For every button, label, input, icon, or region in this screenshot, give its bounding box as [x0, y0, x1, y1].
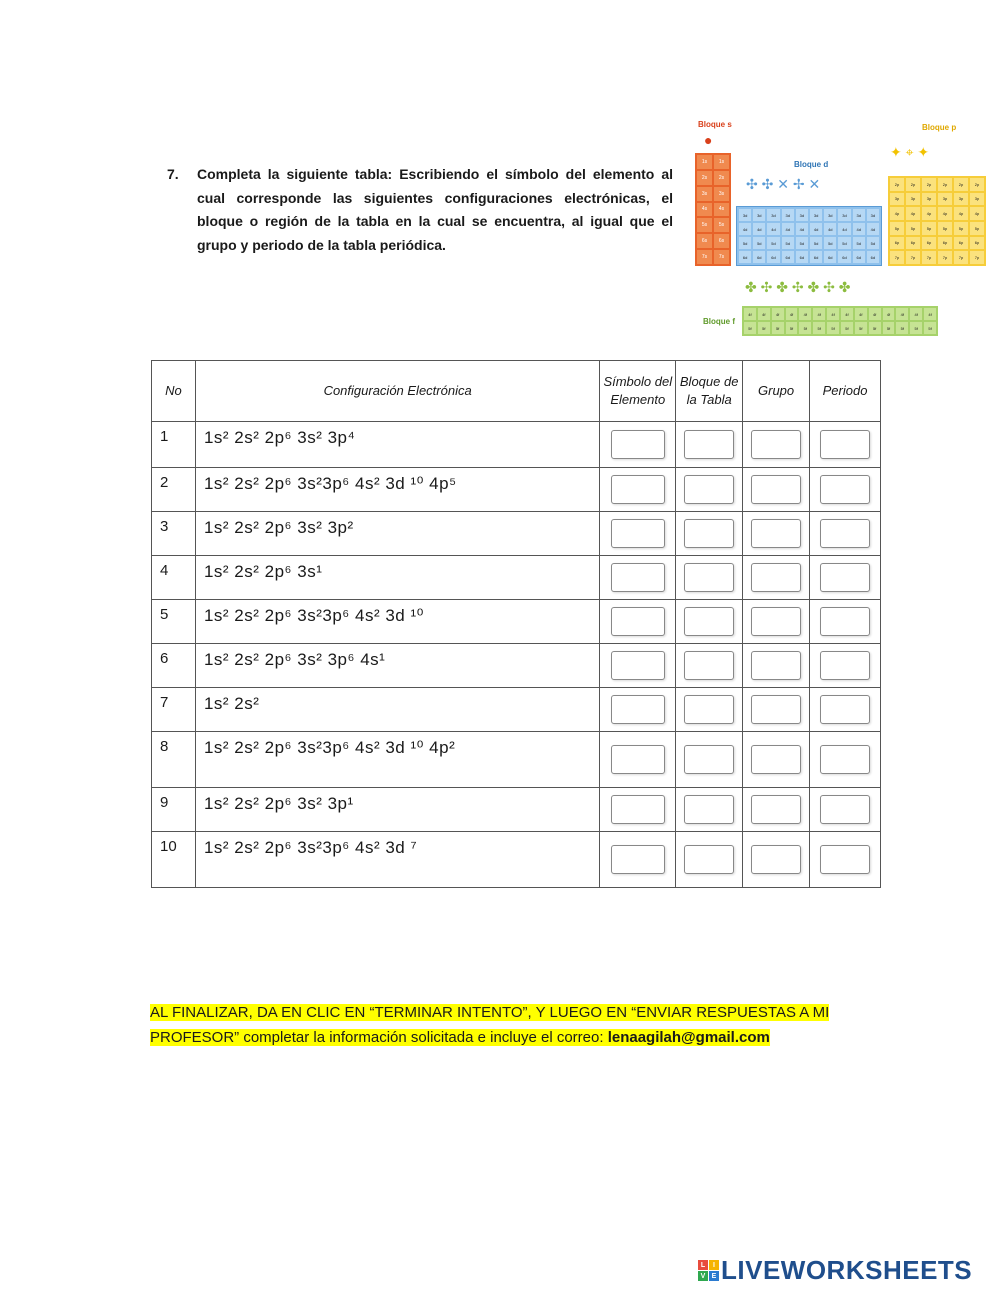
table-row: [152, 788, 881, 832]
ptable-cell: 2s: [697, 171, 712, 185]
grupo-answer-input[interactable]: [751, 607, 801, 636]
cell-grupo: [743, 556, 810, 600]
bloque-answer-input[interactable]: [684, 845, 734, 874]
ptable-cell: 7s: [714, 250, 729, 264]
bloque-answer-input[interactable]: [684, 745, 734, 774]
ptable-cell: 6d: [867, 251, 879, 263]
ptable-cell: 3d: [782, 209, 794, 221]
cell-bloque: [676, 468, 743, 512]
ptable-cell: 5f: [799, 322, 811, 334]
ptable-cell: 7p: [906, 251, 920, 264]
ptable-cell: 5d: [838, 237, 850, 249]
ptable-cell: 5d: [867, 237, 879, 249]
ptable-cell: 4p: [970, 207, 984, 220]
electron-configuration: 1s² 2s² 2p⁶ 3s²3p⁶ 4s² 3d ¹⁰ 4p²: [195, 732, 599, 788]
ptable-cell: 3d: [753, 209, 765, 221]
row-number: 7: [152, 688, 196, 732]
cell-simbolo: [600, 422, 676, 468]
bloque-answer-input[interactable]: [684, 519, 734, 548]
periodo-answer-input[interactable]: [820, 563, 870, 592]
row-number: 1: [152, 422, 196, 468]
ptable-cell: 5d: [824, 237, 836, 249]
ptable-cell: 3d: [867, 209, 879, 221]
cell-bloque: [676, 512, 743, 556]
cell-grupo: [743, 732, 810, 788]
cell-bloque: [676, 732, 743, 788]
ptable-cell: 5p: [954, 222, 968, 235]
logo-mark-letter: L: [698, 1260, 708, 1270]
configuration-table: [151, 360, 881, 888]
cell-simbolo: [600, 468, 676, 512]
simbolo-answer-input[interactable]: [611, 695, 665, 724]
instruction-text: AL FINALIZAR, DA EN CLIC EN “TERMINAR INTENTO”, Y LUEGO EN “ENVIAR RESPUESTAS A MI PROFESOR” completar la información solicitada e incluye el correo:: [150, 1004, 830, 1046]
ptable-cell: 6p: [906, 237, 920, 250]
ptable-cell: 5f: [910, 322, 922, 334]
ptable-cell: 4p: [954, 207, 968, 220]
table-row: [152, 422, 881, 468]
cell-bloque: [676, 832, 743, 888]
block-p-grid: [888, 176, 986, 266]
ptable-cell: 3d: [796, 209, 808, 221]
electron-configuration: 1s² 2s²: [195, 688, 599, 732]
ptable-cell: 7p: [922, 251, 936, 264]
simbolo-answer-input[interactable]: [611, 745, 665, 774]
periodo-answer-input[interactable]: [820, 745, 870, 774]
ptable-cell: 6p: [970, 237, 984, 250]
block-f-grid: [742, 306, 938, 336]
ptable-cell: 4f: [855, 308, 867, 320]
simbolo-answer-input[interactable]: [611, 795, 665, 824]
ptable-cell: 4f: [910, 308, 922, 320]
ptable-cell: 4d: [782, 223, 794, 235]
block-p-label: Bloque p: [922, 123, 957, 132]
d-orbitals-icon: ✣ ✣ ✕ ✢ ✕: [746, 176, 821, 192]
bloque-answer-input[interactable]: [684, 563, 734, 592]
ptable-cell: 7p: [970, 251, 984, 264]
ptable-cell: 6d: [739, 251, 751, 263]
ptable-cell: 4d: [739, 223, 751, 235]
electron-configuration: 1s² 2s² 2p⁶ 3s² 3p⁶ 4s¹: [195, 644, 599, 688]
ptable-cell: 6p: [938, 237, 952, 250]
simbolo-answer-input[interactable]: [611, 475, 665, 504]
electron-configuration: 1s² 2s² 2p⁶ 3s² 3p¹: [195, 788, 599, 832]
ptable-cell: 5d: [810, 237, 822, 249]
header-no: No: [152, 361, 196, 422]
cell-bloque: [676, 644, 743, 688]
table-row: [152, 600, 881, 644]
ptable-cell: 2p: [890, 178, 904, 191]
ptable-cell: 3s: [697, 187, 712, 201]
cell-grupo: [743, 832, 810, 888]
ptable-cell: 6d: [796, 251, 808, 263]
ptable-cell: 4s: [697, 203, 712, 217]
table-row: [152, 512, 881, 556]
ptable-cell: 3d: [810, 209, 822, 221]
ptable-cell: 4d: [753, 223, 765, 235]
ptable-cell: 6s: [697, 234, 712, 248]
ptable-cell: 4f: [813, 308, 825, 320]
cell-grupo: [743, 788, 810, 832]
grupo-answer-input[interactable]: [751, 475, 801, 504]
ptable-cell: 7p: [938, 251, 952, 264]
cell-bloque: [676, 688, 743, 732]
ptable-cell: 3p: [922, 193, 936, 206]
cell-periodo: [810, 832, 881, 888]
ptable-cell: 2p: [954, 178, 968, 191]
ptable-cell: 5d: [753, 237, 765, 249]
ptable-cell: 3d: [824, 209, 836, 221]
bloque-answer-input[interactable]: [684, 475, 734, 504]
cell-simbolo: [600, 788, 676, 832]
ptable-cell: 6d: [753, 251, 765, 263]
ptable-cell: 4p: [906, 207, 920, 220]
grupo-answer-input[interactable]: [751, 563, 801, 592]
ptable-cell: 5f: [813, 322, 825, 334]
cell-periodo: [810, 600, 881, 644]
table-row: [152, 468, 881, 512]
ptable-cell: 1s: [697, 155, 712, 169]
ptable-cell: 4f: [744, 308, 756, 320]
ptable-cell: 4f: [896, 308, 908, 320]
cell-periodo: [810, 732, 881, 788]
grupo-answer-input[interactable]: [751, 745, 801, 774]
simbolo-answer-input[interactable]: [611, 845, 665, 874]
periodo-answer-input[interactable]: [820, 651, 870, 680]
ptable-cell: 3d: [853, 209, 865, 221]
ptable-cell: 6s: [714, 234, 729, 248]
cell-periodo: [810, 512, 881, 556]
logo-mark-letter: E: [709, 1271, 719, 1281]
simbolo-answer-input[interactable]: [611, 607, 665, 636]
table-row: [152, 556, 881, 600]
cell-simbolo: [600, 512, 676, 556]
logo-mark-letter: I: [709, 1260, 719, 1270]
ptable-cell: 4f: [883, 308, 895, 320]
table-row: [152, 688, 881, 732]
table-row: [152, 832, 881, 888]
cell-simbolo: [600, 688, 676, 732]
row-number: 5: [152, 600, 196, 644]
periodo-answer-input[interactable]: [820, 607, 870, 636]
ptable-cell: 4f: [799, 308, 811, 320]
grupo-answer-input[interactable]: [751, 845, 801, 874]
logo-mark-icon: [698, 1260, 719, 1281]
ptable-cell: 6d: [838, 251, 850, 263]
simbolo-answer-input[interactable]: [611, 430, 665, 459]
ptable-cell: 2p: [922, 178, 936, 191]
periodo-answer-input[interactable]: [820, 519, 870, 548]
cell-periodo: [810, 422, 881, 468]
header-config: Configuración Electrónica: [195, 361, 599, 422]
row-number: 2: [152, 468, 196, 512]
block-d-label: Bloque d: [794, 160, 829, 169]
ptable-cell: 5f: [786, 322, 798, 334]
ptable-cell: 5p: [922, 222, 936, 235]
ptable-cell: 3p: [890, 193, 904, 206]
cell-simbolo: [600, 556, 676, 600]
ptable-cell: 3d: [838, 209, 850, 221]
ptable-cell: 5f: [924, 322, 936, 334]
logo-mark-letter: V: [698, 1271, 708, 1281]
row-number: 6: [152, 644, 196, 688]
p-orbitals-icon: ✦ ⌖ ✦: [890, 144, 930, 160]
ptable-cell: 4d: [767, 223, 779, 235]
table-header-row: [152, 361, 881, 422]
header-grupo: Grupo: [743, 361, 810, 422]
ptable-cell: 6p: [954, 237, 968, 250]
electron-configuration: 1s² 2s² 2p⁶ 3s² 3p²: [195, 512, 599, 556]
electron-configuration: 1s² 2s² 2p⁶ 3s²3p⁶ 4s² 3d ¹⁰ 4p⁵: [195, 468, 599, 512]
grupo-answer-input[interactable]: [751, 695, 801, 724]
ptable-cell: 2s: [714, 171, 729, 185]
grupo-answer-input[interactable]: [751, 795, 801, 824]
ptable-cell: 3p: [938, 193, 952, 206]
ptable-cell: 5p: [938, 222, 952, 235]
electron-configuration: 1s² 2s² 2p⁶ 3s²3p⁶ 4s² 3d ⁷: [195, 832, 599, 888]
ptable-cell: 3s: [714, 187, 729, 201]
simbolo-answer-input[interactable]: [611, 563, 665, 592]
ptable-cell: 5s: [714, 218, 729, 232]
f-orbitals-icon: ✤ ✣ ✤ ✣ ✤ ✣ ✤: [745, 279, 851, 295]
cell-grupo: [743, 688, 810, 732]
bloque-answer-input[interactable]: [684, 651, 734, 680]
ptable-cell: 5d: [853, 237, 865, 249]
ptable-cell: 6d: [782, 251, 794, 263]
ptable-cell: 5f: [827, 322, 839, 334]
electron-configuration: 1s² 2s² 2p⁶ 3s² 3p⁴: [195, 422, 599, 468]
ptable-cell: 6d: [824, 251, 836, 263]
ptable-cell: 3d: [767, 209, 779, 221]
row-number: 3: [152, 512, 196, 556]
ptable-cell: 4d: [824, 223, 836, 235]
grupo-answer-input[interactable]: [751, 519, 801, 548]
ptable-cell: 2p: [970, 178, 984, 191]
cell-grupo: [743, 644, 810, 688]
block-s-label: Bloque s: [698, 120, 732, 129]
simbolo-answer-input[interactable]: [611, 651, 665, 680]
s-orbital-icon: ●: [704, 132, 713, 148]
cell-bloque: [676, 788, 743, 832]
ptable-cell: 5f: [869, 322, 881, 334]
ptable-cell: 4d: [838, 223, 850, 235]
cell-grupo: [743, 512, 810, 556]
ptable-cell: 5f: [896, 322, 908, 334]
row-number: 10: [152, 832, 196, 888]
header-bloque: Bloque de la Tabla: [676, 361, 743, 422]
ptable-cell: 5p: [890, 222, 904, 235]
row-number: 8: [152, 732, 196, 788]
bloque-answer-input[interactable]: [684, 795, 734, 824]
ptable-cell: 5s: [697, 218, 712, 232]
ptable-cell: 6d: [767, 251, 779, 263]
cell-bloque: [676, 600, 743, 644]
ptable-cell: 4f: [758, 308, 770, 320]
ptable-cell: 4f: [827, 308, 839, 320]
cell-periodo: [810, 788, 881, 832]
block-s-grid: [695, 153, 731, 266]
periodo-answer-input[interactable]: [820, 845, 870, 874]
periodo-answer-input[interactable]: [820, 430, 870, 459]
row-number: 9: [152, 788, 196, 832]
ptable-cell: 4f: [772, 308, 784, 320]
ptable-cell: 7p: [890, 251, 904, 264]
ptable-cell: 6p: [922, 237, 936, 250]
ptable-cell: 2p: [938, 178, 952, 191]
cell-simbolo: [600, 832, 676, 888]
ptable-cell: 5f: [744, 322, 756, 334]
row-number: 4: [152, 556, 196, 600]
cell-bloque: [676, 422, 743, 468]
ptable-cell: 4p: [890, 207, 904, 220]
periodo-answer-input[interactable]: [820, 695, 870, 724]
ptable-cell: 7s: [697, 250, 712, 264]
question-number: 7.: [167, 166, 179, 182]
cell-periodo: [810, 556, 881, 600]
cell-grupo: [743, 468, 810, 512]
ptable-cell: 5d: [739, 237, 751, 249]
periodic-table-illustration: [690, 117, 990, 347]
logo-text: LIVEWORKSHEETS: [721, 1255, 973, 1285]
ptable-cell: 6d: [810, 251, 822, 263]
cell-periodo: [810, 644, 881, 688]
electron-configuration: 1s² 2s² 2p⁶ 3s²3p⁶ 4s² 3d ¹⁰: [195, 600, 599, 644]
cell-simbolo: [600, 644, 676, 688]
ptable-cell: 3p: [970, 193, 984, 206]
ptable-cell: 5f: [758, 322, 770, 334]
ptable-cell: 4p: [922, 207, 936, 220]
cell-grupo: [743, 422, 810, 468]
ptable-cell: 5d: [767, 237, 779, 249]
cell-simbolo: [600, 732, 676, 788]
ptable-cell: 4s: [714, 203, 729, 217]
cell-simbolo: [600, 600, 676, 644]
ptable-cell: 5f: [772, 322, 784, 334]
liveworksheets-logo: [698, 1255, 972, 1286]
table-row: [152, 732, 881, 788]
ptable-cell: 4d: [867, 223, 879, 235]
ptable-cell: 3d: [739, 209, 751, 221]
ptable-cell: 7p: [954, 251, 968, 264]
question-text: Completa la siguiente tabla: Escribiendo el símbolo del elemento al cual corresponde las siguientes configuraciones electrónicas, el bloque o región de la tabla en la cual se encuentra, al igual que el grupo y periodo de la tabla periódica.: [197, 166, 673, 253]
ptable-cell: 5p: [970, 222, 984, 235]
bloque-answer-input[interactable]: [684, 607, 734, 636]
ptable-cell: 4d: [796, 223, 808, 235]
ptable-cell: 1s: [714, 155, 729, 169]
header-periodo: Periodo: [810, 361, 881, 422]
header-simbolo: Símbolo del Elemento: [600, 361, 676, 422]
question-block: [167, 163, 673, 257]
periodo-answer-input[interactable]: [820, 475, 870, 504]
simbolo-answer-input[interactable]: [611, 519, 665, 548]
ptable-cell: 5d: [782, 237, 794, 249]
ptable-cell: 3p: [954, 193, 968, 206]
ptable-cell: 2p: [906, 178, 920, 191]
bloque-answer-input[interactable]: [684, 695, 734, 724]
grupo-answer-input[interactable]: [751, 430, 801, 459]
electron-configuration: 1s² 2s² 2p⁶ 3s¹: [195, 556, 599, 600]
ptable-cell: 4d: [853, 223, 865, 235]
ptable-cell: 6p: [890, 237, 904, 250]
block-f-label: Bloque f: [703, 317, 735, 326]
cell-grupo: [743, 600, 810, 644]
periodo-answer-input[interactable]: [820, 795, 870, 824]
ptable-cell: 4f: [869, 308, 881, 320]
cell-periodo: [810, 688, 881, 732]
ptable-cell: 4f: [924, 308, 936, 320]
ptable-cell: 4d: [810, 223, 822, 235]
block-d-grid: [736, 206, 882, 266]
ptable-cell: 4p: [938, 207, 952, 220]
cell-periodo: [810, 468, 881, 512]
ptable-cell: 6d: [853, 251, 865, 263]
ptable-cell: 4f: [786, 308, 798, 320]
ptable-cell: 4f: [841, 308, 853, 320]
table-row: [152, 644, 881, 688]
ptable-cell: 5f: [841, 322, 853, 334]
final-instruction: [150, 1000, 840, 1050]
ptable-cell: 5f: [855, 322, 867, 334]
ptable-cell: 5f: [883, 322, 895, 334]
grupo-answer-input[interactable]: [751, 651, 801, 680]
ptable-cell: 5d: [796, 237, 808, 249]
ptable-cell: 3p: [906, 193, 920, 206]
cell-bloque: [676, 556, 743, 600]
teacher-email: lenaagilah@gmail.com: [607, 1029, 770, 1046]
ptable-cell: 5p: [906, 222, 920, 235]
bloque-answer-input[interactable]: [684, 430, 734, 459]
